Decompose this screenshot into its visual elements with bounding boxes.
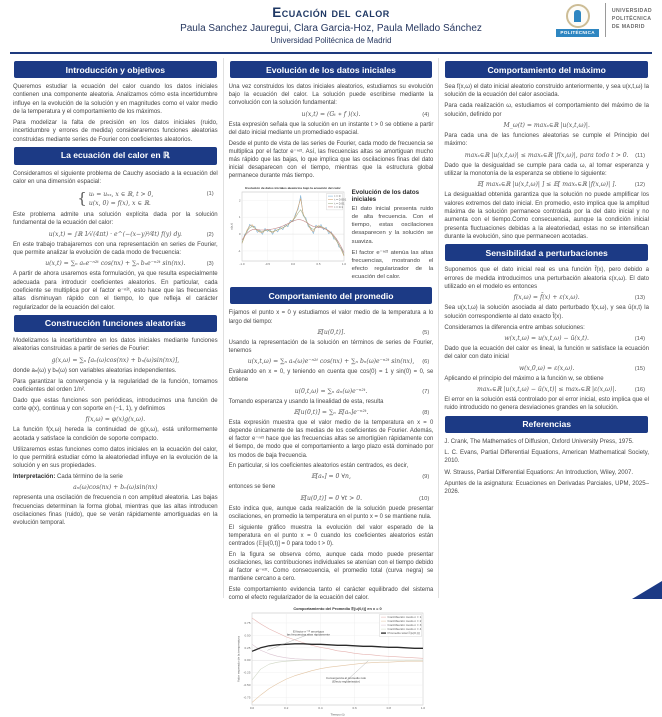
- reference-item: L. C. Evans, Partial Differential Equations, American Mathematical Society, 2010.: [444, 449, 650, 465]
- equation-body: maxₓ∈ℝ |u(x,t,ω)| ≤ maxₓ∈ℝ |f(x,ω)|, para todo t > 0.: [464, 151, 629, 159]
- equation-1: [19, 190, 212, 208]
- equation-M: [450, 122, 643, 129]
- random-fn-paragraph: Dado que estas funciones son periódicas, introducimos una función de corte φ(x), continua y con soporte en (−1, 1), y definimos: [13, 397, 218, 413]
- random-fn-paragraph: donde aₙ(ω) y bₙ(ω) son variables aleatorias independientes.: [13, 367, 177, 374]
- equation-10: [235, 495, 428, 502]
- random-fn-paragraph: La función f(x,ω) hereda la continuidad de g(x,ω), está uniformemente acotada y satisface la condición de soporte compacto.: [13, 427, 218, 442]
- equation-body: maxₓ∈ℝ |u(x,t,ω) − ū(x,t)| ≤ maxₓ∈ℝ |ε(x,ω)|.: [476, 385, 617, 393]
- equation-body: u(x,t) = (Gₜ ∗ f )(x).: [301, 110, 361, 118]
- equation-line: u(x, 0) = f(x), x ∈ ℝ.: [88, 199, 151, 207]
- chart-side-note: [352, 183, 434, 284]
- svg-text:El factor e⁻ⁿ²ᵗ amortigualas f: El factor e⁻ⁿ²ᵗ amortigua las frecuencias altas rápidamente: [286, 629, 330, 638]
- cases-brace: {: [77, 189, 87, 208]
- svg-text:t = 0.01: t = 0.01: [334, 201, 345, 206]
- equation-body: w(x,0,ω) = ε(x,ω).: [518, 364, 575, 372]
- average-paragraph: Esta expresión muestra que el valor medio de la temperatura en x = 0 depende únicamente de las medias de los coeficientes de Fourier. Además, el factor e⁻ⁿ²ᵗ hace que las frecuencias altas se amortigüen rápidamente con el tiempo, de modo que el comportamiento a largo plazo está dominado por los modos de baja frecuencia.: [228, 419, 434, 459]
- equation-number: (13): [634, 295, 646, 302]
- maximum-paragraph: Para cada realización ω, estudiamos el comportamiento del máximo de la solución, definido por: [444, 103, 650, 118]
- maximum-paragraph: Para cada una de las funciones aleatorias se cumple el Principio del máximo:: [444, 132, 650, 148]
- sensitivity-paragraph: Aplicando el principio del máximo a la función w, se obtiene: [444, 375, 604, 382]
- tower-icon: [574, 10, 581, 22]
- equation-number: (7): [422, 388, 430, 395]
- equation-number: (12): [634, 182, 646, 189]
- section-evolucion-datos: Evolución de los datos iniciales: [230, 61, 433, 78]
- svg-text:0.0: 0.0: [249, 706, 255, 711]
- upm-seal-icon: [566, 4, 590, 28]
- equation-body: g(x,ω) = ∑ₙ [aₙ(ω)cos(nx) + bₙ(ω)sin(nx)],: [51, 356, 180, 364]
- equation-f: [19, 416, 212, 423]
- sensitivity-paragraph: Suponemos que el dato inicial real es una función f̄(x), pero debido a errores de medida introducimos una perturbación aleatoria ε(x,ω). El dato utilizado en el modelo es entonces: [444, 267, 650, 290]
- maximum-paragraph: Sea f(x,ω) el dato inicial aleatorio construido anteriormente, y sea u(x,t,ω) la solución de la ecuación del calor asociada.: [444, 84, 650, 99]
- svg-text:-0.75: -0.75: [243, 695, 251, 700]
- column-middle: [223, 58, 439, 717]
- poster-header: [0, 0, 662, 52]
- heat-eq-paragraph: Este problema admite una solución explícita dada por la solución fundamental de la ecuación del calor:: [13, 211, 218, 227]
- sensitivity-paragraph: El error en la solución está controlado por el error inicial, esto implica que el ruido introducido no genera desviaciones grandes en la solución.: [444, 396, 650, 412]
- equation-body: w(x,t,ω) = u(x,t,ω) − ū(x,t).: [504, 334, 589, 342]
- equation-number: (14): [634, 335, 646, 342]
- svg-text:Contribución modo n = 3: Contribución modo n = 3: [387, 623, 422, 628]
- svg-text:-0.5: -0.5: [264, 261, 270, 266]
- average-paragraph: Tomando esperanza y usando la linealidad de esta, resulta: [228, 398, 384, 405]
- equation-body: 𝔼[ maxₓ∈ℝ |u(x,t,ω)| ] ≤ 𝔼[ maxₓ∈ℝ |f(x,ω)| ].: [476, 181, 617, 189]
- figure-row: [229, 183, 434, 284]
- equation-line: uₜ = uₓₓ, x ∈ ℝ, t > 0,: [88, 190, 154, 198]
- svg-text:2: 2: [238, 198, 241, 203]
- average-paragraph: Esto indica que, aunque cada realización de la solución puede presentar oscilaciones, en promedio la temperatura en el punto x = 0 se mantiene nula.: [228, 505, 434, 520]
- equation-body: f(x,ω) = φ(x)g(x,ω).: [85, 416, 146, 424]
- random-fn-paragraph: Modelizamos la incertidumbre en los datos iniciales mediante funciones aleatorias construidas a partir de series de Fourier:: [13, 337, 218, 353]
- average-paragraph: Usando la representación de la solución en términos de series de Fourier, tenemos: [228, 339, 434, 354]
- heat-eq-paragraph: Consideramos el siguiente problema de Cauchy asociado a la ecuación del calor en una dimensión espacial:: [13, 170, 218, 186]
- average-paragraph: entonces se tiene: [228, 484, 276, 491]
- svg-text:0.75: 0.75: [244, 621, 251, 626]
- equation-body: u(x,t,ω) = ∑ₙ aₙ(ω)e⁻ⁿ²ᵗ cos(nx) + ∑ₙ bₙ(ω)e⁻ⁿ²ᵗ sin(nx),: [247, 358, 415, 366]
- equation-body: 𝔼[u(0,t)] = ∑ₙ 𝔼[aₙ]e⁻ⁿ²ᵗ.: [293, 408, 369, 416]
- svg-text:Tiempo (t): Tiempo (t): [330, 712, 345, 717]
- svg-text:0.25: 0.25: [244, 646, 251, 651]
- equation-body: 𝔼[u(0,t)].: [316, 328, 346, 336]
- poster-institution: Universidad Politécnica de Madrid: [270, 36, 392, 45]
- equation-5: [235, 329, 428, 336]
- svg-text:0.50: 0.50: [244, 633, 251, 638]
- upm-org-name: [612, 8, 652, 31]
- svg-text:0.5: 0.5: [316, 261, 321, 266]
- poster-body: [0, 54, 662, 717]
- equation-number: (9): [422, 474, 430, 481]
- equation-body: M_ω(t) = maxₓ∈ℝ |u(x,t,ω)|.: [503, 121, 590, 129]
- equation-body: u(x,t) = ∫ℝ 1⁄√(4πt) · e^(−(x−y)²⁄4t) f(y) dy.: [48, 230, 182, 238]
- average-paragraph: Fijamos el punto x = 0 y estudiamos el valor medio de la temperatura a lo largo del tiempo:: [228, 310, 434, 325]
- logo-divider: [605, 3, 606, 37]
- svg-text:t = 0: t = 0: [334, 194, 341, 199]
- equation-3: [19, 260, 212, 267]
- average-paragraph: En particular, si los coeficientes aleatorios están centrados, es decir,: [228, 463, 409, 470]
- equation-16: [450, 385, 646, 393]
- maximum-paragraph: La desigualdad obtenida garantiza que la solución no puede amplificar los valores extremos del dato inicial. En promedio, esto implica que la amplitud máxima de la solución permanece controlada por la del dato inicial y no aumenta con el tiempo.Como consecuencia, aunque la condición inicial presenta fluctuaciones debidas a la aleatoriedad, estas no se intensifican durante la evolución, sino que permanecen acotadas.: [444, 192, 650, 240]
- upm-banner: POLITÉCNICA: [556, 29, 598, 37]
- svg-text:Promedio total 𝔼[u(0,t)]: Promedio total 𝔼[u(0,t)]: [387, 631, 420, 636]
- average-behavior-chart: [236, 605, 426, 717]
- reference-item: Apuntes de la asignatura: Ecuaciones en Derivadas Parciales, UPM, 2025–2026.: [444, 480, 650, 496]
- initial-data-evolution-chart: [229, 183, 347, 269]
- sensitivity-paragraph: Sea u(x,t,ω) la solución asociada al dato perturbado f(x,ω), y sea ū(x,t) la solución correspondiente al dato exacto f̄(x).: [444, 305, 650, 320]
- evolution-paragraph: Esta expresión señala que la solución en un instante t > 0 se obtiene a partir del dato inicial mediante un promediado espacial.: [228, 121, 434, 136]
- evolution-paragraph: Una vez construidos los datos iniciales aleatorios, estudiamos su evolución bajo la ecuación del calor. La solución puede escribirse mediante la convolución con la solución fundamental:: [228, 84, 434, 107]
- equation-body: u(0,t,ω) = ∑ₙ aₙ(ω)e⁻ⁿ²ᵗ.: [294, 387, 368, 395]
- svg-text:0.0: 0.0: [290, 261, 295, 266]
- heat-eq-paragraph: A partir de ahora usaremos esta formulación, ya que resulta especialmente adecuada para introducir coeficientes aleatorios. En particular, cada coeficiente se multiplica por el factor e⁻ⁿ²ᵗ, esto hace que las frecuencias altas disminuyan rápido con el tiempo, lo que refleja el carácter regularizador de la ecuación del calor.: [13, 271, 218, 311]
- svg-text:Valor esperado de la temperatu: Valor esperado de la temperatura: [236, 636, 241, 683]
- equation-number: (3): [206, 261, 214, 268]
- poster-title: Ecuación del calor: [272, 5, 390, 20]
- equation-7: [235, 388, 428, 395]
- svg-text:Contribución modo n = 1: Contribución modo n = 1: [387, 615, 422, 620]
- svg-text:1: 1: [238, 215, 241, 220]
- svg-text:t = 0.001: t = 0.001: [334, 197, 346, 202]
- svg-text:0.6: 0.6: [352, 706, 357, 711]
- side-note-paragraph: El dato inicial presenta ruido de alta frecuencia. Con el tiempo, estas oscilaciones desaparecen y la solución se suaviza.: [351, 206, 434, 245]
- sensitivity-paragraph: Dado que la ecuación del calor es lineal, la función w satisface la ecuación del calor con dato inicial: [444, 345, 650, 361]
- average-paragraph: En la figura se observa cómo, aunque cada modo puede presentar oscilaciones, las contribuciones individuales se atenúan con el tiempo debido al factor e⁻ⁿ²ᵗ. Como consecuencia, el promedio total (curva negra) se mantiene cercano a cero.: [228, 551, 434, 583]
- org-line: POLITÉCNICA: [611, 16, 652, 23]
- equation-number: (4): [422, 111, 430, 118]
- svg-text:Contribución modo n = 2: Contribución modo n = 2: [387, 619, 422, 624]
- equation-number: (16): [634, 386, 646, 393]
- svg-text:t = 0.1: t = 0.1: [334, 204, 343, 209]
- svg-text:Contribución modo n = 4: Contribución modo n = 4: [387, 627, 422, 632]
- equation-body: u(x,t) = ∑ₙ aₙe⁻ⁿ²ᵗ cos(nx) + ∑ₙ bₙe⁻ⁿ²ᵗ sin(nx).: [45, 260, 186, 268]
- interpretation-text: Cada término de la serie: [57, 474, 123, 481]
- svg-text:Evolución de datos iniciales a: Evolución de datos iniciales aleatorios bajo la ecuación del calor: [244, 186, 341, 191]
- equation-12: [450, 181, 646, 189]
- svg-text:Comportamiento del Promedio 𝔼: Comportamiento del Promedio 𝔼[u(0,t)] en x = 0: [293, 606, 382, 612]
- svg-text:-1: -1: [237, 248, 241, 253]
- equation-2: [19, 231, 212, 238]
- heat-eq-paragraph: En este trabajo trabajaremos con una representación en series de Fourier, que permite analizar la evolución de cada modo de frecuencia:: [13, 241, 218, 256]
- interpretation-paragraph: representa una oscilación de frecuencia n con amplitud aleatoria. Las bajas frecuencias determinan la forma global, mientras que las altas introducen oscilaciones finas (ruido), que se verán rápidamente amortiguadas en la evolución temporal.: [13, 495, 218, 527]
- equation-body: 𝔼[aₙ] = 0 ∀n,: [311, 473, 351, 481]
- section-construccion-funciones: Construcción funciones aleatorias: [14, 315, 217, 332]
- side-note-title: Evolución de los datos iniciales: [351, 189, 420, 204]
- equation-number: (6): [422, 359, 430, 366]
- equation-6: [235, 358, 428, 365]
- svg-text:u(x,t): u(x,t): [229, 223, 234, 230]
- average-paragraph: Evaluando en x = 0, y teniendo en cuenta que cos(0) = 1 y sin(0) = 0, se obtiene: [228, 369, 434, 384]
- svg-text:-0.25: -0.25: [243, 671, 251, 676]
- equation-4: [235, 111, 428, 118]
- equation-11: [450, 151, 646, 159]
- org-line: DE MADRID: [611, 23, 645, 30]
- equation-number: (10): [419, 495, 430, 502]
- random-fn-paragraph: Para garantizar la convergencia y la regularidad de la función, tomamos coeficientes del orden 1/n².: [13, 378, 218, 393]
- svg-text:1.0: 1.0: [420, 706, 426, 711]
- equation-number: (8): [422, 409, 430, 416]
- svg-text:0: 0: [238, 232, 241, 237]
- upm-seal-block: [556, 4, 598, 37]
- equation-15: [450, 364, 646, 372]
- section-referencias: Referencias: [445, 416, 648, 433]
- column-right: [438, 58, 654, 598]
- section-comportamiento-promedio: Comportamiento del promedio: [230, 287, 433, 304]
- equation-term: [19, 484, 212, 491]
- equation-number: (15): [634, 365, 646, 372]
- equation-number: (1): [206, 190, 214, 197]
- intro-paragraph: Para modelizar la falta de precisión en los datos iniciales (ruido, incertidumbre y errores de medida) consideraremos funciones aleatorias construidas mediante series de Fourier con coeficientes aleatorios.: [13, 119, 218, 143]
- org-line: UNIVERSIDAD: [611, 8, 652, 15]
- section-comportamiento-maximo: Comportamiento del máximo: [445, 61, 648, 78]
- equation-9: [235, 473, 428, 480]
- sensitivity-paragraph: Consideramos la diferencia entre ambas soluciones:: [444, 324, 585, 331]
- svg-text:-0.50: -0.50: [243, 683, 251, 688]
- evolution-paragraph: Desde el punto de vista de las series de Fourier, cada modo de frecuencia se multiplica por el factor e⁻ⁿ²ᵗ. Así, las frecuencias altas se amortiguan mucho más rápido que las bajas, lo que implica que las oscilaciones finas del dato inicial desaparecen con el tiempo, mientras que la estructura global permanece durante más tiempo.: [228, 140, 434, 180]
- equation-number: (11): [635, 152, 646, 159]
- equation-14: [450, 334, 646, 342]
- references-list: [444, 438, 649, 497]
- section-ecuacion-calor: La ecuación del calor en ℝ: [14, 147, 217, 165]
- average-paragraph: Este comportamiento evidencia tanto el carácter equilibrado del sistema como el efecto regularizador de la ecuación del calor.: [228, 586, 434, 602]
- svg-text:0.2: 0.2: [284, 706, 289, 711]
- cases-lines: [89, 190, 154, 208]
- equation-body: f(x,ω) = f̄(x) + ε(x,ω).: [513, 294, 580, 302]
- reference-item: J. Crank, The Mathematics of Diffusion, Oxford University Press, 1975.: [444, 438, 634, 445]
- average-paragraph: El siguiente gráfico muestra la evolución del valor esperado de la temperatura en el punto x = 0 cuando los coeficientes aleatorios están centrados (𝔼[u(0,t)] = 0 para todo t > 0).: [228, 524, 434, 547]
- equation-13: [450, 294, 646, 302]
- section-introduccion-objetivos: Introducción y objetivos: [14, 61, 217, 78]
- equation-number: (2): [206, 231, 214, 238]
- equation-8: [235, 409, 428, 416]
- side-note-paragraph: El factor e⁻ⁿ²ᵗ atenúa las altas frecuencias, mostrando el efecto regularizador de la ecuación del calor.: [351, 249, 434, 281]
- equation-body: 𝔼[u(0,t)] = 0 ∀t > 0.: [299, 494, 363, 502]
- svg-text:0.00: 0.00: [244, 658, 251, 663]
- equation-g: [19, 357, 212, 364]
- section-sensibilidad: Sensibilidad a perturbaciones: [445, 244, 648, 261]
- equation-body: aₙ(ω)cos(nx) + bₙ(ω)sin(nx): [73, 484, 158, 492]
- interpretation-label: Interpretación:: [13, 474, 56, 481]
- svg-text:0.4: 0.4: [318, 706, 323, 711]
- svg-text:1.0: 1.0: [341, 261, 346, 266]
- intro-paragraph: Queremos estudiar la ecuación del calor cuando los datos iniciales contienen una componente aleatoria. Analizamos cómo esta incertidumbre influye en la evolución de la solución y en magnitudes como el valor medio de la temperatura y el comportamiento de los máximos.: [13, 84, 218, 116]
- reference-item: W. Strauss, Partial Differential Equations: An Introduction, Wiley, 2007.: [444, 469, 634, 476]
- corner-accent: [632, 581, 662, 599]
- svg-text:0.8: 0.8: [386, 706, 391, 711]
- poster-authors: Paula Sanchez Jauregui, Clara Garcia-Hoz, Paula Mellado Sánchez: [180, 23, 482, 34]
- upm-logo: [556, 3, 652, 37]
- equation-number: (5): [422, 329, 430, 336]
- interpretation-paragraph: [13, 473, 218, 481]
- column-left: [8, 58, 223, 598]
- random-fn-paragraph: Utilizaremos estas funciones como datos iniciales en la ecuación del calor, lo que permitirá estudiar cómo la aleatoriedad influye en la evolución de la solución y en sus propiedades.: [13, 446, 218, 470]
- svg-text:-1.0: -1.0: [239, 261, 245, 266]
- svg-text:Convergencia al promedio nulo(: Convergencia al promedio nulo (Efecto regularizador): [326, 676, 367, 684]
- maximum-paragraph: Dado que la desigualdad se cumple para cada ω, al tomar esperanza y utilizar la monotonía de la esperanza se obtiene lo siguiente:: [444, 162, 650, 177]
